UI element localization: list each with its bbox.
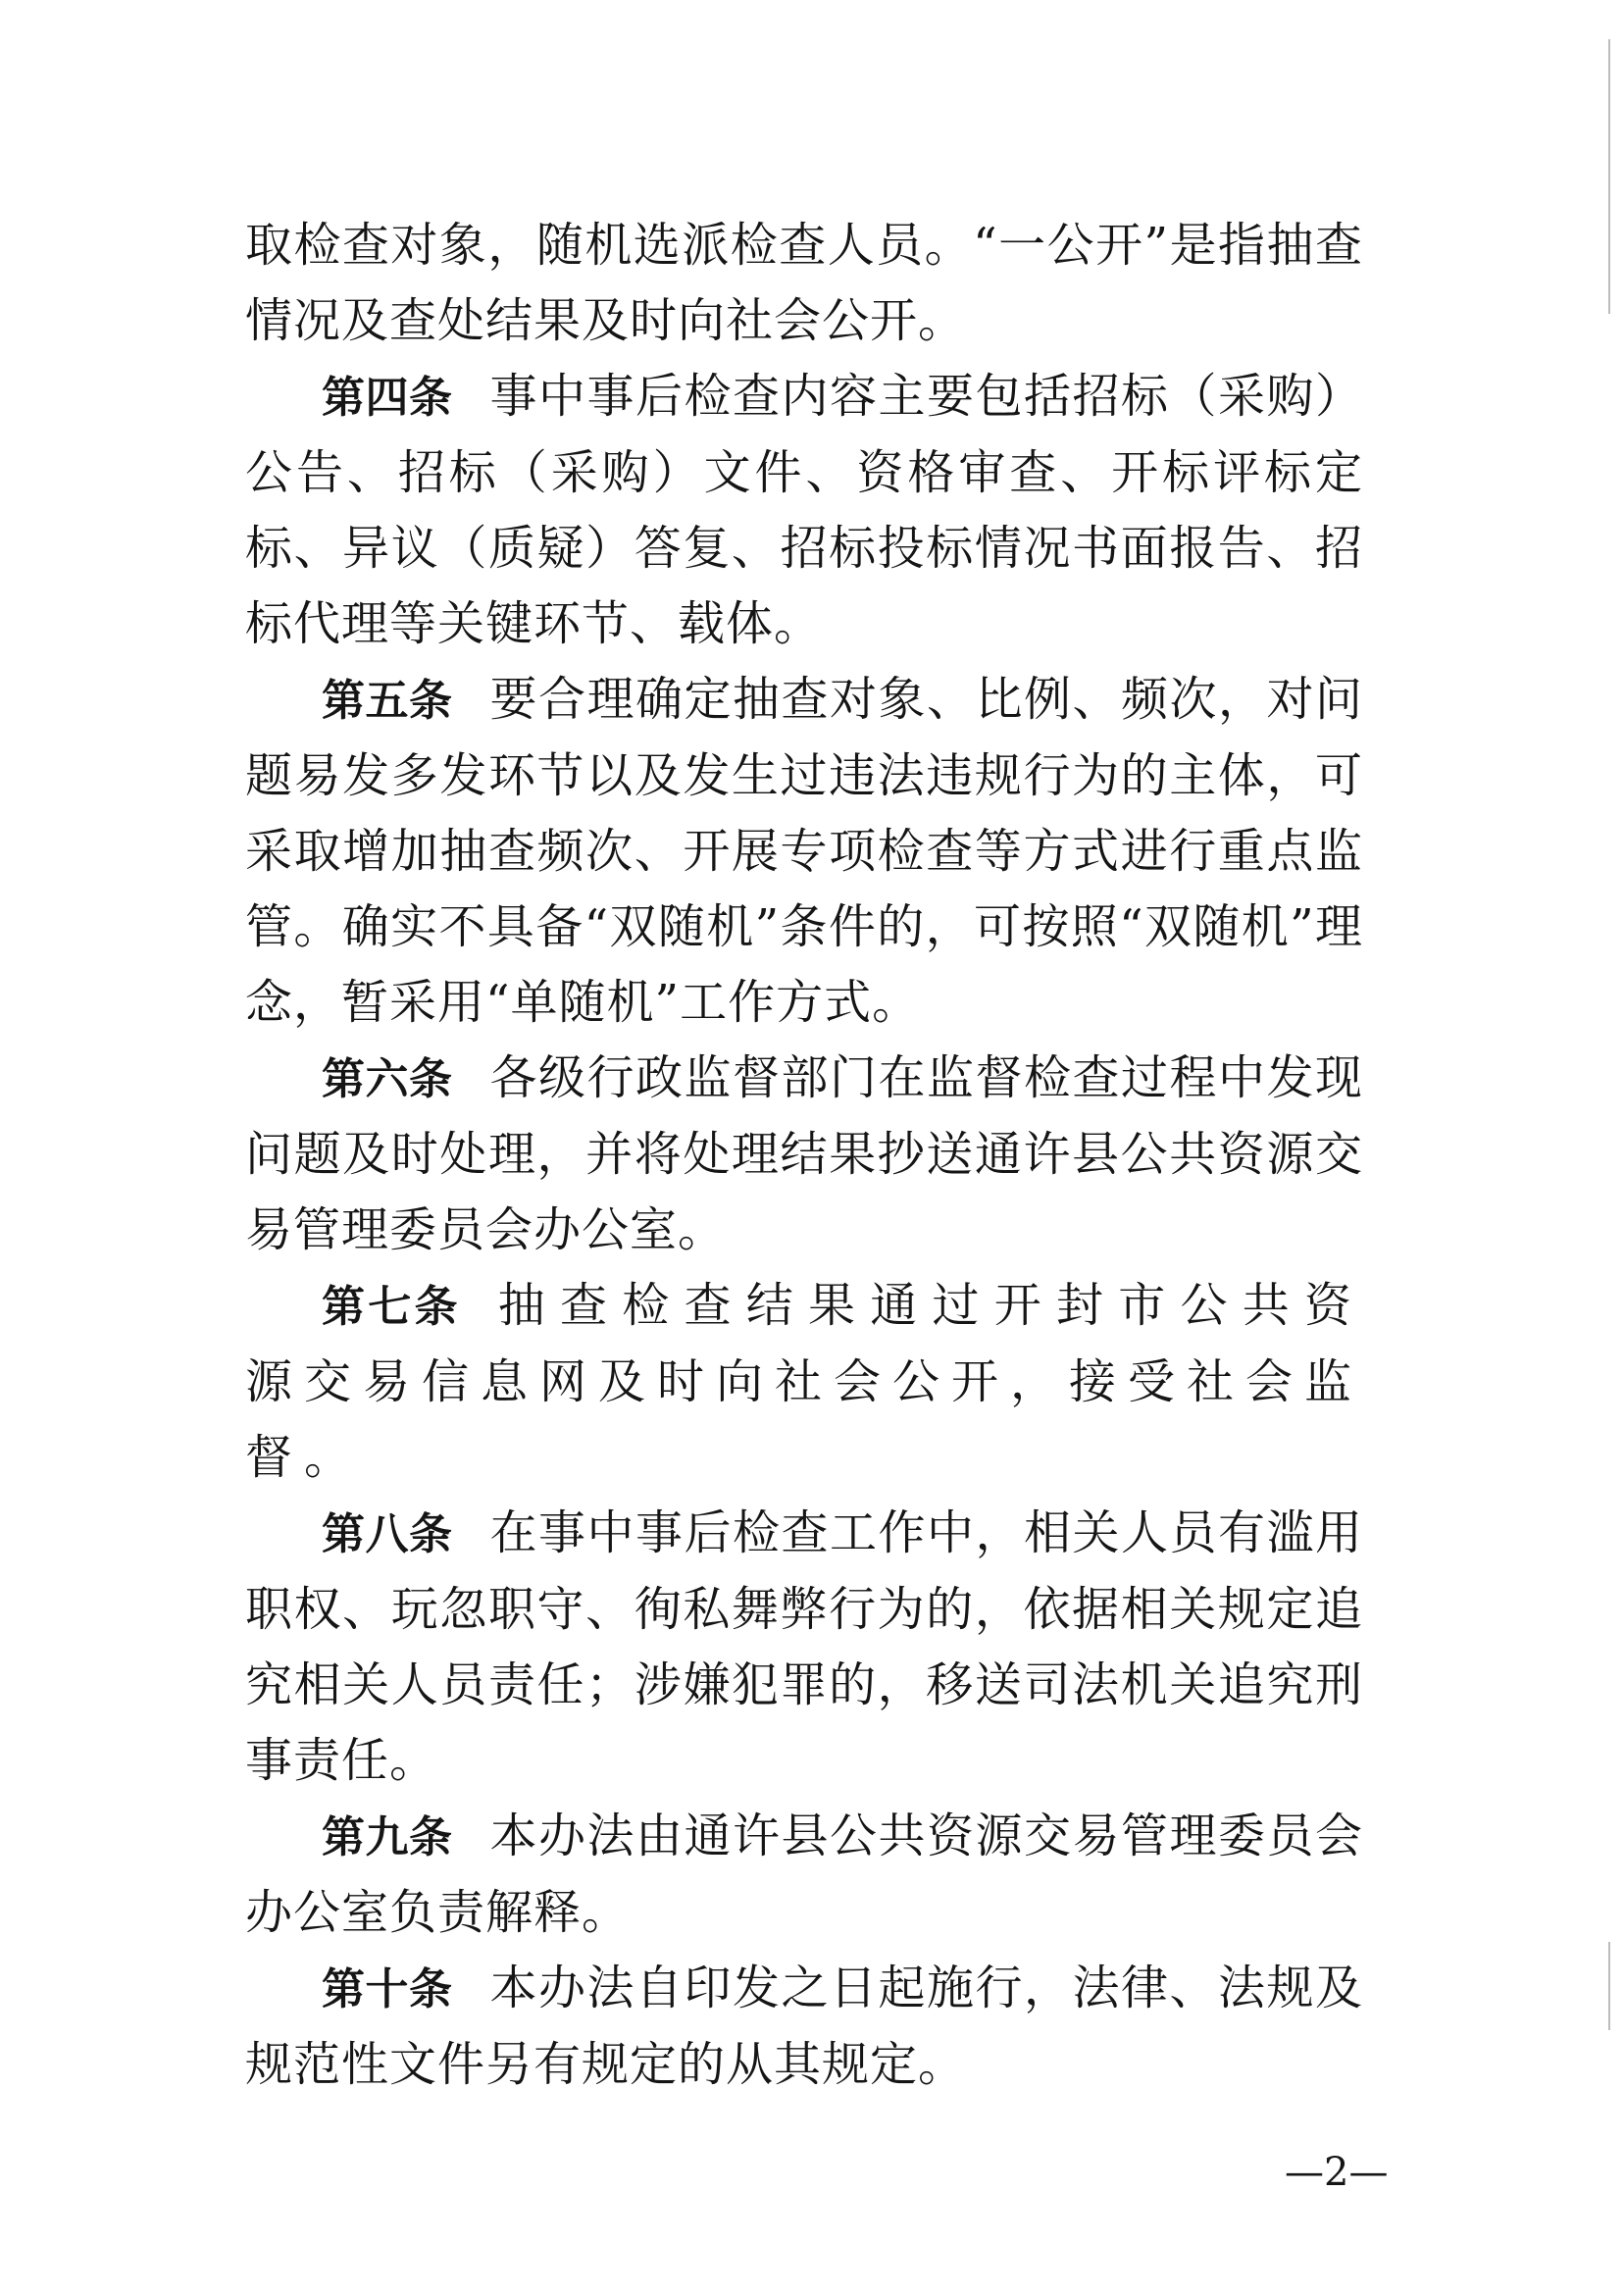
article-text: 抽查检查结果通过开封市公共资源交易信息网及时向社会公开，接受社会监督。 xyxy=(245,1278,1364,1485)
scan-edge-mark xyxy=(1608,1942,1610,2030)
article-number: 第五条 xyxy=(322,676,453,726)
article-text: 本办法自印发之日起施行，法律、法规及规范性文件另有规定的从其规定。 xyxy=(245,1961,1363,2092)
article-9-paragraph xyxy=(245,1799,1363,1951)
paragraph-text: 取检查对象，随机选派检查人员。“一公开”是指抽查情况及查处结果及时向社会公开。 xyxy=(245,218,1363,348)
page-number: —2— xyxy=(1285,2150,1389,2195)
article-4-paragraph xyxy=(245,359,1363,662)
article-number: 第九条 xyxy=(322,1812,453,1862)
article-number: 第十条 xyxy=(322,1964,453,2014)
article-8-paragraph xyxy=(245,1496,1363,1799)
paragraph-continuation xyxy=(245,208,1363,359)
article-text: 本办法由通许县公共资源交易管理委员会办公室负责解释。 xyxy=(245,1809,1363,1940)
article-text: 在事中事后检查工作中，相关人员有滥用职权、玩忽职守、徇私舞弊行为的，依据相关规定追究相关人员责任；涉嫌犯罪的，移送司法机关追究刑事责任。 xyxy=(245,1505,1363,1788)
document-body xyxy=(245,208,1363,2103)
article-number: 第四条 xyxy=(322,373,453,423)
article-number: 第七条 xyxy=(322,1282,461,1332)
article-text: 事中事后检查内容主要包括招标（采购）公告、招标（采购）文件、资格审查、开标评标定标、异议（质疑）答复、招标投标情况书面报告、招标代理等关键环节、载体。 xyxy=(245,369,1363,651)
article-10-paragraph xyxy=(245,1951,1363,2103)
article-6-paragraph xyxy=(245,1041,1363,1268)
article-5-paragraph xyxy=(245,662,1363,1041)
article-7-paragraph xyxy=(245,1268,1363,1496)
article-number: 第六条 xyxy=(322,1054,453,1104)
scan-edge-mark xyxy=(1608,39,1610,314)
article-number: 第八条 xyxy=(322,1509,453,1559)
article-text: 各级行政监督部门在监督检查过程中发现问题及时处理，并将处理结果抄送通许县公共资源交易管理委员会办公室。 xyxy=(245,1050,1363,1257)
article-text: 要合理确定抽查对象、比例、频次，对问题易发多发环节以及发生过违法违规行为的主体，可采取增加抽查频次、开展专项检查等方式进行重点监管。确实不具备“双随机”条件的，可按照“双随机”理念，暂采用“单随机”工作方式。 xyxy=(245,672,1363,1030)
